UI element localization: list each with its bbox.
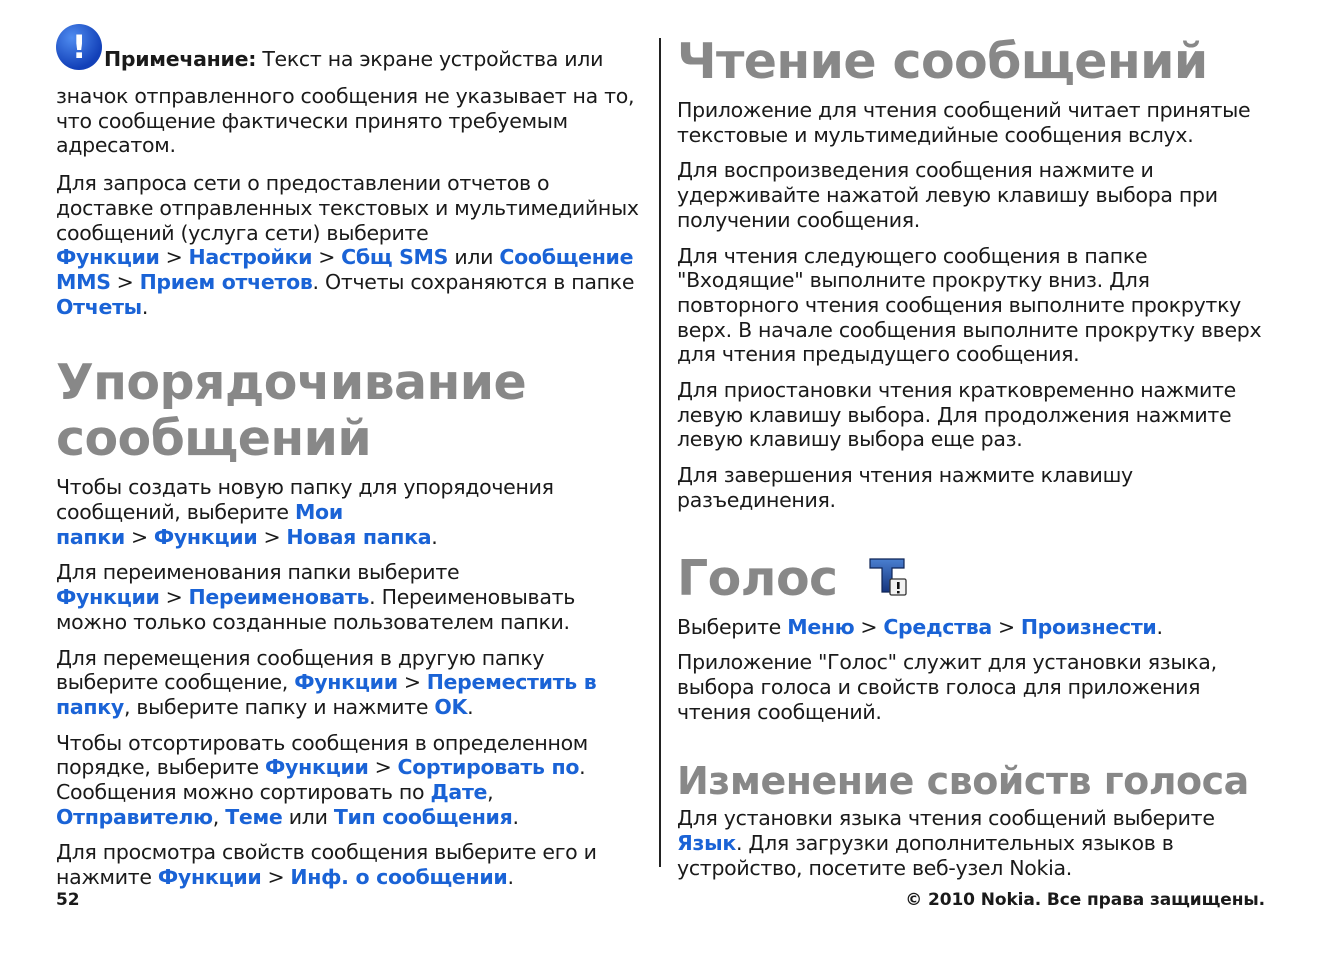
text: Чтобы отсортировать сообщения в определенном порядке, выберите <box>56 730 588 780</box>
heading-voice <box>677 551 1277 609</box>
text: , выберите папку и нажмите <box>123 694 435 719</box>
text: Выберите <box>677 614 788 639</box>
menu-path-mms: Сообщение MMS <box>56 245 634 294</box>
reader-paragraph-1: Приложение для чтения сообщений читает принятые текстовые и мультимедийные сообщения вслух. <box>677 98 1251 147</box>
text: , <box>487 780 494 805</box>
text: . <box>467 694 474 719</box>
text: . <box>1156 614 1163 639</box>
text: . Переименовывать можно только созданные пользователем папки. <box>56 585 576 634</box>
note-label: Примечание: <box>104 47 257 71</box>
menu-separator: > <box>130 524 148 549</box>
text: Для просмотра свойств сообщения выберите его и нажмите <box>56 840 597 890</box>
reports-paragraph <box>56 171 648 319</box>
note-paragraph <box>56 28 648 158</box>
heading-voice-properties: Изменение свойств голоса <box>677 759 1249 804</box>
menu-path-functions: Функции <box>56 585 160 610</box>
menu-path-functions: Функции <box>153 524 258 549</box>
reader-paragraph-5: Для завершения чтения нажмите клавишу разъединения. <box>677 463 1133 512</box>
menu-path-reports-folder: Отчеты <box>56 294 142 319</box>
rename-paragraph <box>56 560 648 634</box>
menu-separator: > <box>165 585 183 610</box>
reader-paragraph-3: Для чтения следующего сообщения в папке "Входящие" выполните прокрутку вниз. Для повторного чтения сообщения выполните прокрутку верх. В начале сообщения выполните прокрутку вверх для чтения предыдущего сообщения. <box>677 243 1262 367</box>
text: или <box>448 245 500 270</box>
text: . <box>141 294 149 319</box>
menu-path-functions: Функции <box>265 755 369 780</box>
menu-path-functions: Функции <box>56 245 160 270</box>
voice-paragraph-3 <box>677 806 1277 880</box>
text: . Отчеты сохраняются в папке <box>312 269 635 294</box>
exclamation-note-icon: ! <box>56 24 102 70</box>
menu-separator: > <box>263 524 281 549</box>
text: Для перемещения сообщения в другую папку выберите сообщение, <box>56 645 545 695</box>
menu-separator: > <box>403 670 421 695</box>
menu-path-ok: OK <box>434 694 468 719</box>
menu-separator: > <box>997 614 1015 639</box>
text: или <box>282 804 334 829</box>
page-number: 52 <box>56 890 80 910</box>
menu-separator: > <box>860 614 878 639</box>
menu-path-my-folders: Мои папки <box>56 500 343 549</box>
menu-path-move-to-folder: Переместить в папку <box>56 670 597 719</box>
text: Для запроса сети о предоставлении отчетов о доставке отправленных текстовых и мультимедийных сообщений (услуга сети) выберите <box>56 171 639 245</box>
menu-path-message-info: Инф. о сообщении <box>290 865 508 890</box>
text: Для переименования папки выберите <box>56 560 460 585</box>
menu-path-sort-by: Сортировать по <box>397 755 580 780</box>
voice-paragraph-1 <box>677 615 1277 640</box>
properties-paragraph <box>56 840 648 889</box>
note-text: Текст на экране устройства или значок отправленного сообщения не указывает на то, что сообщение фактически принято требуемым адресатом. <box>56 47 635 158</box>
heading-message-reader: Чтение сообщений <box>677 33 1208 90</box>
new-folder-paragraph <box>56 475 648 549</box>
menu-separator: > <box>165 245 183 270</box>
menu-path-functions: Функции <box>294 670 398 695</box>
left-column <box>56 28 648 901</box>
menu-path-menu: Меню <box>787 614 855 639</box>
text: Чтобы создать новую папку для упорядочения сообщений, выберите <box>56 475 554 525</box>
menu-path-speech: Произнести <box>1020 614 1157 639</box>
menu-separator: > <box>267 865 285 890</box>
menu-path-new-folder: Новая папка <box>286 524 432 549</box>
text: . <box>512 804 519 829</box>
column-divider <box>659 38 661 867</box>
copyright-notice: © 2010 Nokia. Все права защищены. <box>905 890 1265 910</box>
heading-voice-text: Голос <box>677 549 838 607</box>
voice-paragraph-2: Приложение "Голос" служит для установки языка, выбора голоса и свойств голоса для приложения чтения сообщений. <box>677 650 1217 724</box>
menu-separator: > <box>318 245 336 270</box>
menu-path-tools: Средства <box>883 614 992 639</box>
menu-path-delivery-reports: Прием отчетов <box>139 269 313 294</box>
menu-separator: > <box>374 755 392 780</box>
text-to-speech-app-icon <box>868 553 908 609</box>
menu-path-rename: Переименовать <box>188 585 370 610</box>
menu-path-language: Язык <box>677 831 736 856</box>
text: . <box>431 524 438 549</box>
option-message-type: Тип сообщения <box>333 804 513 829</box>
text: . <box>507 865 514 890</box>
move-paragraph <box>56 646 648 720</box>
sort-paragraph <box>56 731 648 830</box>
text: Для установки языка чтения сообщений выберите <box>677 806 1215 831</box>
text: . Для загрузки дополнительных языков в устройство, посетите веб-узел Nokia. <box>677 831 1174 880</box>
option-date: Дате <box>430 780 488 805</box>
heading-organize-messages: Упорядочивание сообщений <box>56 354 527 468</box>
option-sender: Отправителю <box>56 804 213 829</box>
option-subject: Теме <box>225 804 283 829</box>
menu-path-settings: Настройки <box>188 245 313 270</box>
menu-path-sms: Сбщ SMS <box>341 245 449 270</box>
reader-paragraph-4: Для приостановки чтения кратковременно нажмите левую клавишу выбора. Для продолжения нажмите левую клавишу выбора еще раз. <box>677 378 1236 452</box>
text: . Сообщения можно сортировать по <box>56 755 586 805</box>
reader-paragraph-2: Для воспроизведения сообщения нажмите и удерживайте нажатой левую клавишу выбора при получении сообщения. <box>677 158 1218 232</box>
text: , <box>212 804 226 829</box>
right-column <box>677 33 1277 891</box>
menu-path-functions: Функции <box>157 865 262 890</box>
menu-separator: > <box>116 269 134 294</box>
